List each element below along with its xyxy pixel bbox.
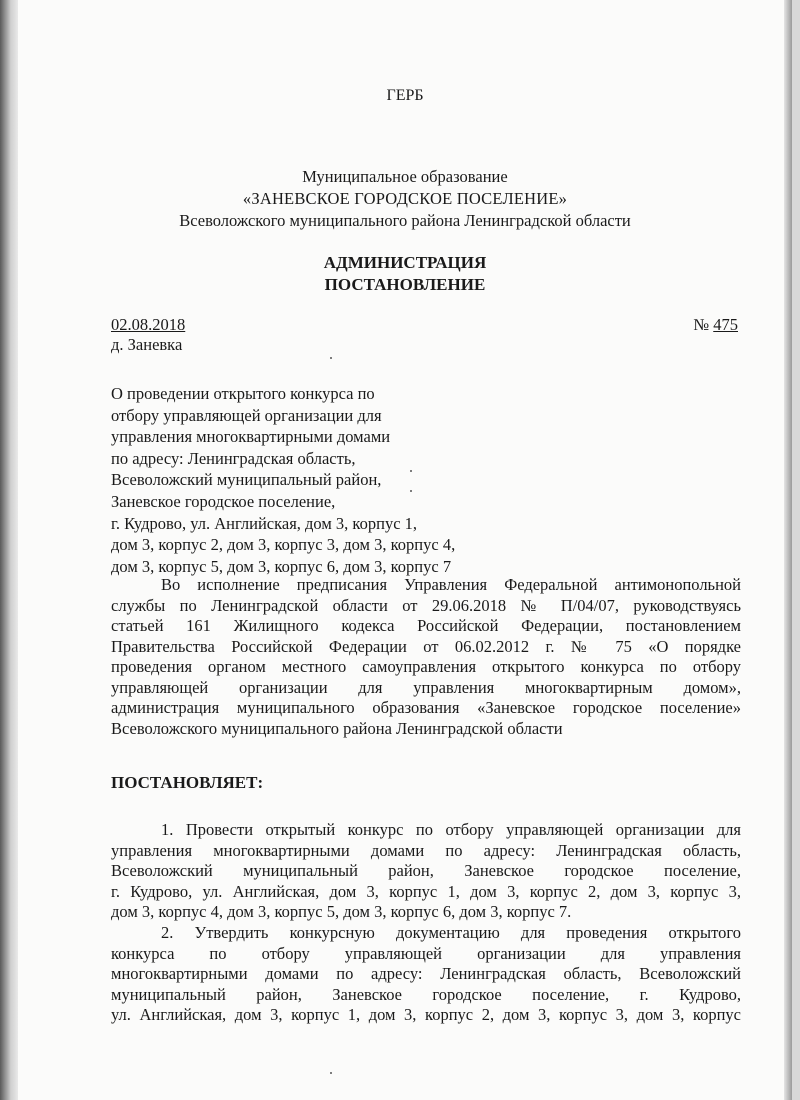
subject-line: Заневское городское поселение, xyxy=(111,491,336,511)
municipality-line-3: Всеволожского муниципального района Ленинградской области xyxy=(179,211,631,230)
item-2-paragraph xyxy=(111,923,741,1026)
scan-speck xyxy=(410,470,412,472)
subject-line: дом 3, корпус 5, дом 3, корпус 6, дом 3, корпус 7 xyxy=(111,556,452,576)
preamble-line: администрация муниципального образования «Заневское городское поселение» xyxy=(111,698,741,717)
preamble-line: службы по Ленинградской области от 29.06.2018 № П/04/07, руководствуясь xyxy=(111,595,741,615)
resolves-heading: ПОСТАНОВЛЯЕТ: xyxy=(111,773,264,792)
document-type-heading: ПОСТАНОВЛЕНИЕ xyxy=(324,275,486,294)
scan-speck xyxy=(330,357,332,359)
number-value: 475 xyxy=(713,315,738,334)
document-page xyxy=(18,0,792,1100)
subject-block xyxy=(111,383,455,577)
scan-speck xyxy=(410,490,412,492)
document-place: д. Заневка xyxy=(111,335,183,354)
municipality-line-1: Муниципальное образование xyxy=(302,167,508,186)
preamble-paragraph xyxy=(111,575,741,739)
preamble-line: статьей 161 Жилищного кодекса Российской Федерации, постановлением xyxy=(111,616,741,635)
item-1-line: Всеволожский муниципальный район, Заневское городское поселение, xyxy=(111,861,741,880)
item-2-line: 2. Утвердить конкурсную документацию для проведения открытого xyxy=(161,923,741,942)
scan-edge-left xyxy=(0,0,18,1100)
number-prefix: № xyxy=(693,315,710,334)
municipality-line-2: «ЗАНЕВСКОЕ ГОРОДСКОЕ ПОСЕЛЕНИЕ» xyxy=(242,189,568,208)
item-2-line: многоквартирными домами по адресу: Ленинградская область, Всеволожский xyxy=(111,964,741,983)
scan-speck xyxy=(330,1072,332,1074)
item-1-line: управления многоквартирными домами по адресу: Ленинградская область, xyxy=(111,840,741,860)
emblem-placeholder: ГЕРБ xyxy=(386,87,424,104)
subject-line: по адресу: Ленинградская область, xyxy=(111,448,356,468)
item-1-paragraph xyxy=(111,820,741,923)
item-2-line: ул. Английская, дом 3, корпус 1, дом 3, корпус 2, дом 3, корпус 3, дом 3, корпус xyxy=(111,1005,741,1024)
preamble-line: Во исполнение предписания Управления Федеральной антимонопольной xyxy=(161,575,741,594)
document-date: 02.08.2018 xyxy=(111,315,186,334)
preamble-line: проведения органом местного самоуправления открытого конкурса по отбору xyxy=(111,657,741,676)
item-1-line: г. Кудрово, ул. Английская, дом 3, корпус 1, дом 3, корпус 2, дом 3, корпус 3, xyxy=(111,881,741,901)
preamble-line: Правительства Российской Федерации от 06.02.2012 г. № 75 «О порядке xyxy=(111,636,741,656)
item-2-line: конкурса по отбору управляющей организации для управления xyxy=(111,943,741,963)
item-1-line: 1. Провести открытый конкурс по отбору управляющей организации для xyxy=(161,820,741,839)
subject-line: дом 3, корпус 2, дом 3, корпус 3, дом 3, корпус 4, xyxy=(111,535,456,555)
subject-line: г. Кудрово, ул. Английская, дом 3, корпус 1, xyxy=(111,513,418,533)
subject-line: управления многоквартирными домами xyxy=(111,427,391,447)
administration-heading: АДМИНИСТРАЦИЯ xyxy=(323,253,487,272)
preamble-line: управляющей организации для управления многоквартирным домом», xyxy=(111,677,741,697)
subject-line: отбору управляющей организации для xyxy=(111,405,382,425)
document-number xyxy=(693,315,738,335)
item-1-line: дом 3, корпус 4, дом 3, корпус 5, дом 3, корпус 6, дом 3, корпус 7. xyxy=(111,902,572,921)
scan-edge-right xyxy=(784,0,792,1100)
subject-line: О проведении открытого конкурса по xyxy=(111,384,375,403)
item-2-line: муниципальный район, Заневское городское поселение, г. Кудрово, xyxy=(111,984,741,1004)
preamble-line: Всеволожского муниципального района Ленинградской области xyxy=(111,718,563,738)
subject-line: Всеволожский муниципальный район, xyxy=(111,470,382,490)
